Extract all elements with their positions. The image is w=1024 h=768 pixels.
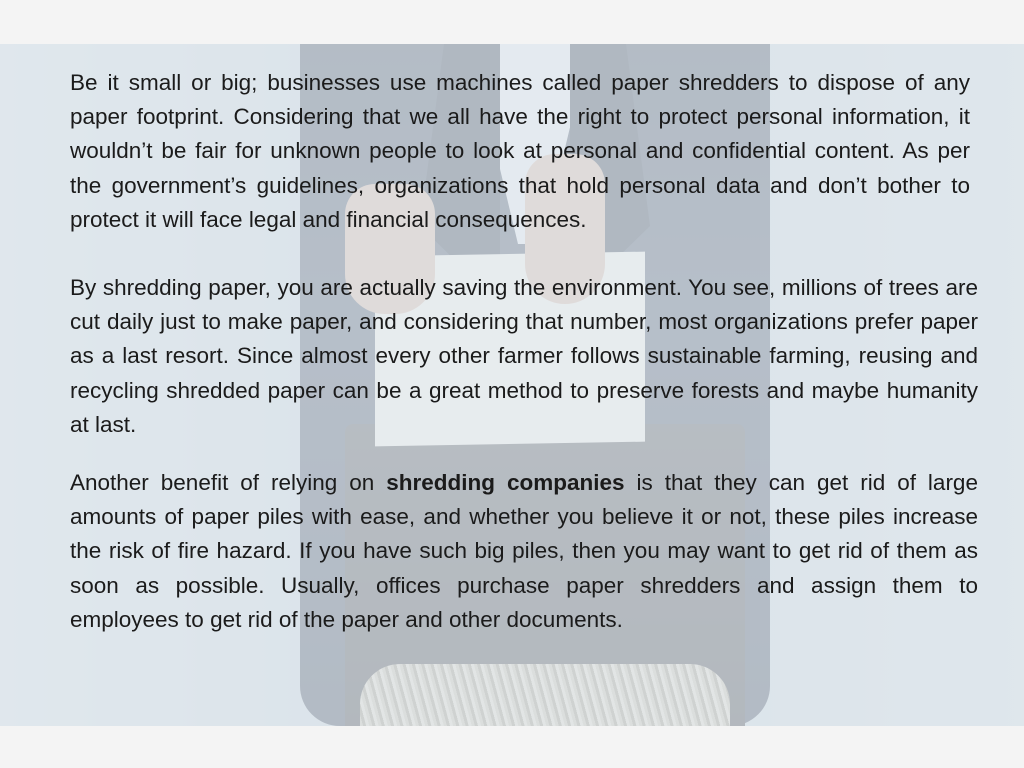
paragraph-text: is that they can get rid of large amounts of paper piles with ease, and whether you believe it or not, these piles increase the risk of fire hazard. If you have such big piles, then you may want to get rid of them as soon as possible. Usually, offices purchase paper shredders and assign them to employees to get rid of the paper and other documents.: [70, 470, 978, 632]
paragraph-spacer: [70, 237, 978, 271]
paragraph-privacy: Be it small or big; businesses use machines called paper shredders to dispose of any paper footprint. Considering that we all have the right to protect personal information, it wouldn’t be fair for unknown people to look at personal and confidential content. As per the government’s guidelines, organizations that hold personal data and don’t bother to protect it will face legal and financial consequences.: [70, 70, 970, 232]
paragraph-text: Another benefit of relying on: [70, 470, 387, 496]
paragraph-shredding-companies: [70, 466, 978, 637]
paragraph-spacer: [70, 442, 978, 466]
body-text: [70, 66, 978, 637]
slide: [0, 44, 1024, 726]
paragraph-environment: By shredding paper, you are actually saving the environment. You see, millions of trees are cut daily just to make paper, and considering that number, most organizations prefer paper as a last resort. Since almost every other farmer follows sustainable farming, reusing and recycling shredded paper can be a great method to preserve forests and maybe humanity at last.: [70, 275, 978, 437]
bold-keyword: shredding companies: [386, 470, 625, 496]
